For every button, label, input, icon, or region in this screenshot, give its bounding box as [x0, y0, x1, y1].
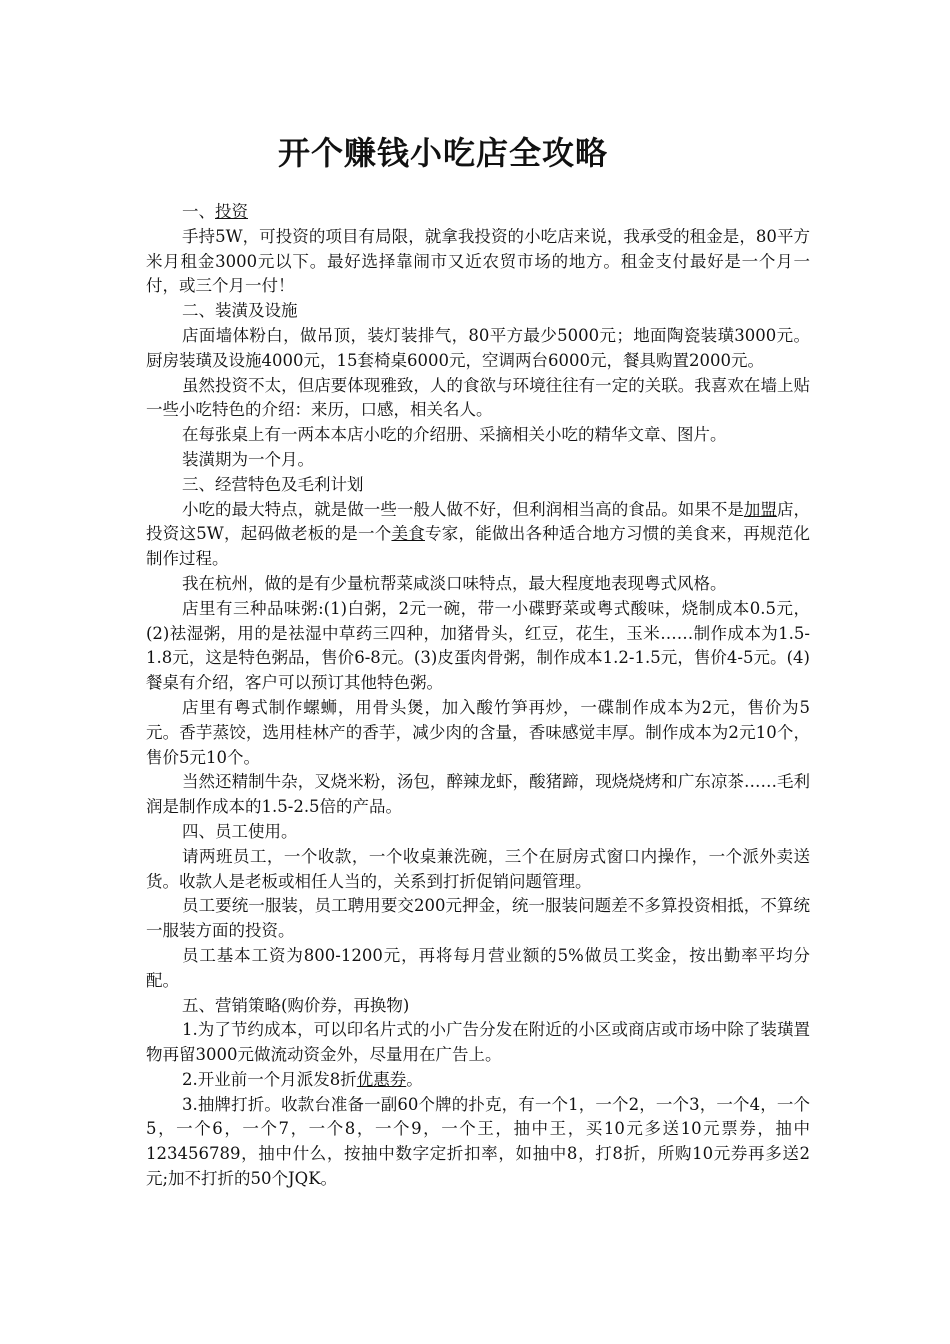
section-2-paragraph-2: 虽然投资不太，但店要体现雅致，人的食欲与环境往往有一定的关联。我喜欢在墙上贴一些小吃特色的介绍：来历，口感，相关名人。: [146, 375, 810, 420]
section-3-paragraph-3: 店里有三种品味粥:(1)白粥，2元一碗，带一小碟野菜或粤式酸味，烧制成本0.5元，(2)祛湿粥，用的是祛湿中草药三四种，加猪骨头，红豆，花生，玉米……制作成本为1.5-1.8元，这是特色粥品，售价6-8元。(3)皮蛋肉骨粥，制作成本1.2-1.5元，售价4-5元。(4)餐桌有介绍，客户可以预订其他特色粥。: [146, 598, 810, 693]
section-4-paragraph-1: 请两班员工，一个收款，一个收桌兼洗碗，三个在厨房式窗口内操作，一个派外卖送货。收款人是老板或相任人当的，关系到打折促销问题管理。: [146, 846, 810, 891]
section-3-paragraph-2: 我在杭州，做的是有少量杭帮菜咸淡口味特点，最大程度地表现粤式风格。: [182, 573, 727, 593]
link-investment[interactable]: 投资: [215, 202, 248, 221]
section-3-p1-text-b: 店，投资这5W，起码做老板的是一个: [146, 499, 811, 544]
section-5-p2-text-b: 。: [406, 1069, 423, 1089]
section-2-paragraph-1: 店面墙体粉白，做吊顶，装灯装排气，80平方最少5000元；地面陶瓷装璜3000元。厨房装璜及设施4000元，15套椅桌6000元，空调两台6000元，餐具购置2000元。: [146, 325, 810, 370]
section-3-p1-text-a: 小吃的最大特点，就是做一些一般人做不好，但利润相当高的食品。如果不是: [182, 499, 744, 519]
document-body: [146, 200, 810, 1192]
section-4-paragraph-2: 员工要统一服装，员工聘用要交200元押金，统一服装问题差不多算投资相抵，不算统一服装方面的投资。: [146, 896, 810, 941]
section-3-heading: 三、经营特色及毛利计划: [182, 474, 364, 494]
section-5-paragraph-3: 3.抽牌打折。收款台准备一副60个牌的扑克，有一个1，一个2，一个3，一个4，一个5，一个6，一个7，一个8，一个9，一个王，抽中王，买10元多送10元票券，抽中123456789，抽中什么，按抽中数字定折扣率，如抽中8，打8折，所购10元券再多送2元;加不打折的50个JQK。: [146, 1094, 810, 1189]
section-5-p2-text-a: 2.开业前一个月派发8折: [182, 1069, 357, 1089]
link-coupon[interactable]: 优惠券: [356, 1069, 407, 1089]
section-3-paragraph-5: 当然还精制牛杂，叉烧米粉，汤包，醉辣龙虾，酸猪蹄，现烧烧烤和广东凉茶……毛利润是制作成本的1.5-2.5倍的产品。: [146, 772, 810, 817]
section-4-paragraph-3: 员工基本工资为800-1200元，再将每月营业额的5%做员工奖金，按出勤率平均分配。: [146, 945, 810, 990]
section-2-heading: 二、装潢及设施: [182, 301, 298, 321]
section-3-p1-text-c: 专家，能做出各种适合地方习惯的美食来，再规范化制作过程。: [146, 524, 811, 569]
section-2-paragraph-3: 在每张桌上有一两本本店小吃的介绍册、采摘相关小吃的精华文章、图片。: [182, 425, 727, 445]
section-3-paragraph-4: 店里有粤式制作螺蛳，用骨头煲，加入酸竹笋再炒，一碟制作成本为2元，售价为5元。香芋蒸饺，选用桂林产的香芋，减少肉的含量，香味感觉丰厚。制作成本为2元10个，售价5元10个。: [146, 697, 810, 767]
section-1-heading: [146, 200, 810, 225]
section-1-paragraph-1: 手持5W，可投资的项目有局限，就拿我投资的小吃店来说，我承受的租金是，80平方米月租金3000元以下。最好选择靠闹市又近农贸市场的地方。租金支付最好是一个月一付，或三个月一付！: [146, 226, 810, 296]
section-1-prefix: 一、: [182, 202, 215, 221]
link-franchise[interactable]: 加盟: [743, 499, 777, 519]
section-3-paragraph-1: [146, 498, 810, 572]
page-title: 开个赚钱小吃店全攻略: [277, 134, 608, 172]
section-5-heading: 五、营销策略(购价券，再换物): [182, 995, 410, 1015]
section-5-paragraph-2: [146, 1068, 810, 1093]
link-gourmet[interactable]: 美食: [391, 524, 425, 544]
section-5-paragraph-1: 1.为了节约成本，可以印名片式的小广告分发在附近的小区或商店或市场中除了装璜置物再留3000元做流动资金外，尽量用在广告上。: [146, 1020, 810, 1065]
section-4-heading: 四、员工使用。: [182, 821, 298, 841]
section-2-paragraph-4: 装潢期为一个月。: [182, 449, 314, 469]
